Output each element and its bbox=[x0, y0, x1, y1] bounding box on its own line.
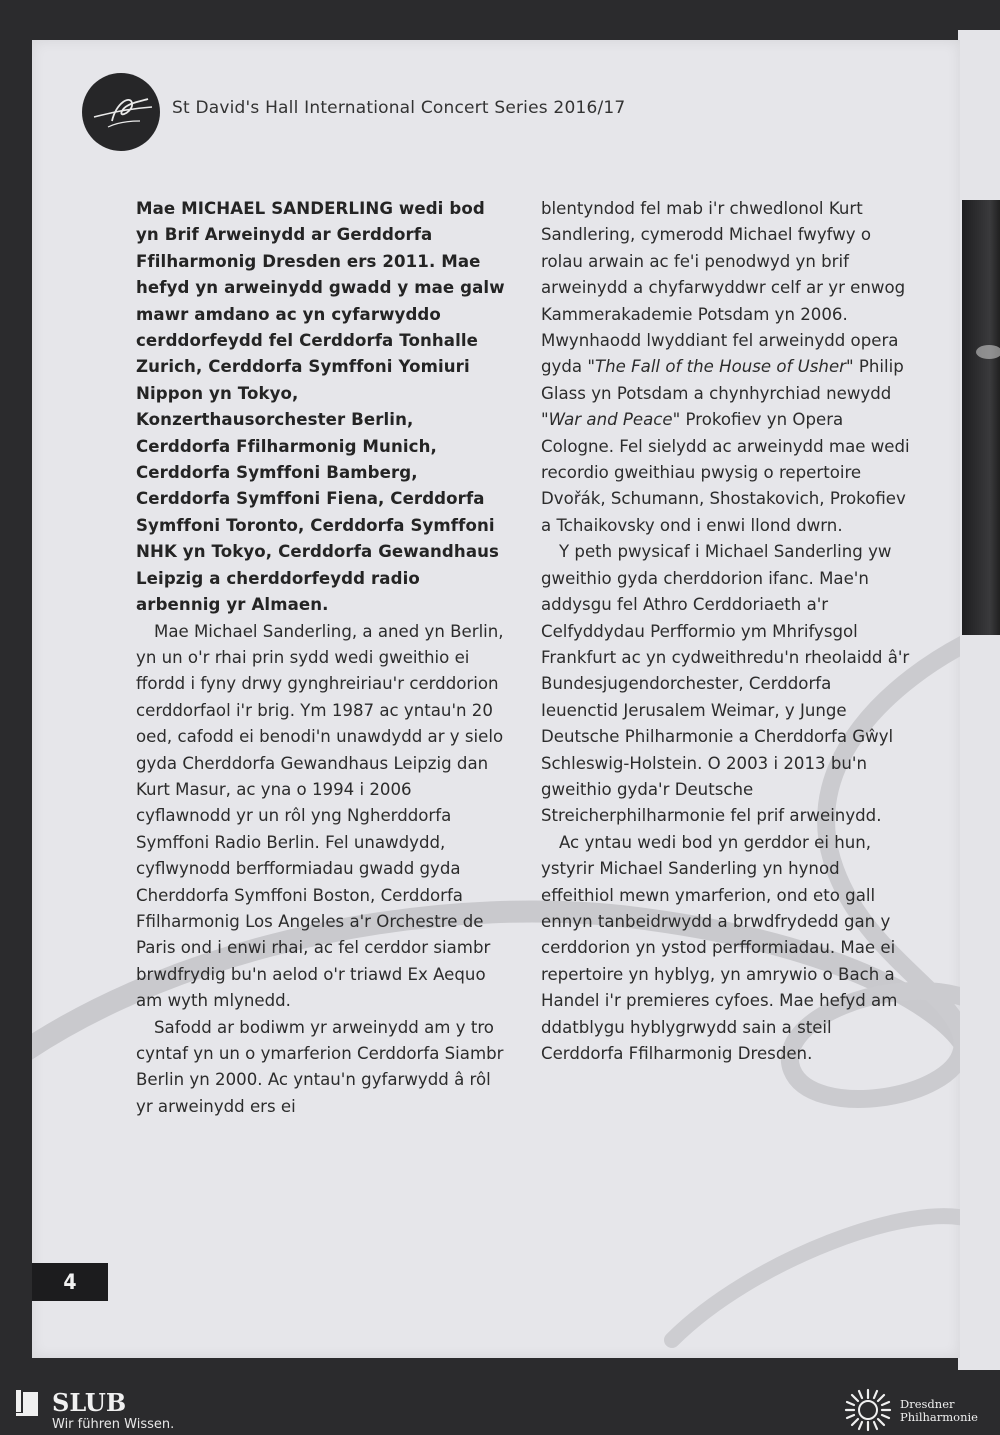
library-tagline: Wir führen Wissen. bbox=[52, 1417, 175, 1432]
dresdner-philharmonie-sunburst-icon bbox=[842, 1386, 894, 1434]
opera-title: "War and Peace" bbox=[541, 410, 681, 430]
partner-name: Dresdner Philharmonie bbox=[900, 1397, 978, 1424]
page-number: 4 bbox=[32, 1263, 108, 1301]
biography-paragraph: Mae Michael Sanderling, a aned yn Berlin, yn un o'r rhai prin sydd wedi gweithio ei ffordd i fyny drwy gynghreiriau'r cerddorion cerddorfaol i'r brig. Ym 1987 ac yntau'n 20 oed, cafodd ei benodi'n unawdydd ar y sielo gyda Cherddorfa Gewandhaus Leipzig dan Kurt Masur, ac yna o 1994 i 2006 cyflawnodd yr un rôl yng Ngherddorfa Symffoni Radio Berlin. Fel unawdydd, cyflwynodd berfformiadau gwadd gyda Cherddorfa Symffoni Boston, Cerddorfa Ffilharmonig Los Angeles a'r Orchestre de Paris ond i enwi rhai, ac fel cerddor siambr brwdfrydig bu'n aelod o'r triawd Ex Aequo am wyth mlynedd. bbox=[136, 621, 504, 1011]
adjacent-page-edge bbox=[958, 30, 1000, 1370]
intro-paragraph: Mae MICHAEL SANDERLING wedi bod yn Brif Arweinydd ar Gerddorfa Ffilharmonig Dresden ers 2011. Mae hefyd yn arweinydd gwadd y mae galw mawr amdano ac yn cyfarwyddo cerddorfeydd fel Cerddorfa Tonhalle Zurich, Cerddorfa Symffoni Yomiuri Nippon yn Tokyo, Konzerthausorchester Berlin, Cerddorfa Ffilharmonig Munich, Cerddorfa Symffoni Bamberg, Cerddorfa Symffoni Fiena, Cerddorfa Symffoni Toronto, Cerddorfa Symffoni NHK yn Tokyo, Cerddorfa Gewandhaus Leipzig a cherddorfeydd radio arbennig yr Almaen. bbox=[136, 199, 505, 615]
series-logo bbox=[82, 73, 160, 151]
brochure-page bbox=[32, 40, 960, 1358]
slub-book-icon bbox=[16, 1390, 40, 1416]
series-title: St David's Hall International Concert Series 2016/17 bbox=[172, 98, 626, 118]
signature-swirl-icon bbox=[82, 73, 160, 151]
library-name: SLUB bbox=[52, 1388, 127, 1417]
biography-paragraph: Ac yntau wedi bod yn gerddor ei hun, ystyrir Michael Sanderling yn hynod effeithiol mewn ymarferion, ond eto gall ennyn tanbeidrwydd a brwdfrydedd gan y cerddorion yn ystod perfformiadau. Mae ei repertoire yn hyblyg, yn amrywio o Bach a Handel i'r premieres cyfoes. Mae hefyd am ddatblygu hyblygrwydd sain a steil Cerddorfa Ffilharmonig Dresden. bbox=[541, 832, 898, 1063]
left-column bbox=[136, 196, 508, 1120]
biography-paragraph: blentyndod fel mab i'r chwedlonol Kurt Sandlering, cymerodd Michael fwyfwy o rolau arwain ac fe'i penodwyd yn brif arweinydd a chyfarwyddwr celf ar yr enwog Kammerakademie Potsdam yn 2006. Mwynhaodd lwyddiant fel arweinydd opera gyda "The Fall of the House of Usher" Philip Glass yn Potsdam a chynhyrchiad newydd "War and Peace" Prokofiev yn Opera Cologne. Fel sielydd ac arweinydd mae wedi recordio gweithiau pwysig o repertoire Dvořák, Schumann, Shostakovich, Prokofiev a Tchaikovsky ond i enwi llond dwrn. bbox=[541, 199, 910, 535]
adjacent-page-photo bbox=[962, 200, 1000, 635]
biography-paragraph: Safodd ar bodiwm yr arweinydd am y tro cyntaf yn un o ymarferion Cerddorfa Siambr Berlin yn 2000. Ac yntau'n gyfarwydd â rôl yr arweinydd ers ei bbox=[136, 1017, 504, 1116]
right-column bbox=[541, 196, 913, 1067]
biography-paragraph: Y peth pwysicaf i Michael Sanderling yw gweithio gyda cherddorion ifanc. Mae'n addysgu fel Athro Cerddoriaeth a'r Celfyddydau Perfformio ym Mhrifysgol Frankfurt ac yn cydweithredu'n rheolaidd â'r Bundesjugendorchester, Cerddorfa Ieuenctid Jerusalem Weimar, y Junge Deutsche Philharmonie a Cherddorfa Gŵyl Schleswig-Holstein. O 2003 i 2013 bu'n gweithio gyda'r Deutsche Streicherphilharmonie fel prif arweinydd. bbox=[541, 542, 910, 826]
opera-title: "The Fall of the House of Usher" bbox=[587, 357, 854, 377]
